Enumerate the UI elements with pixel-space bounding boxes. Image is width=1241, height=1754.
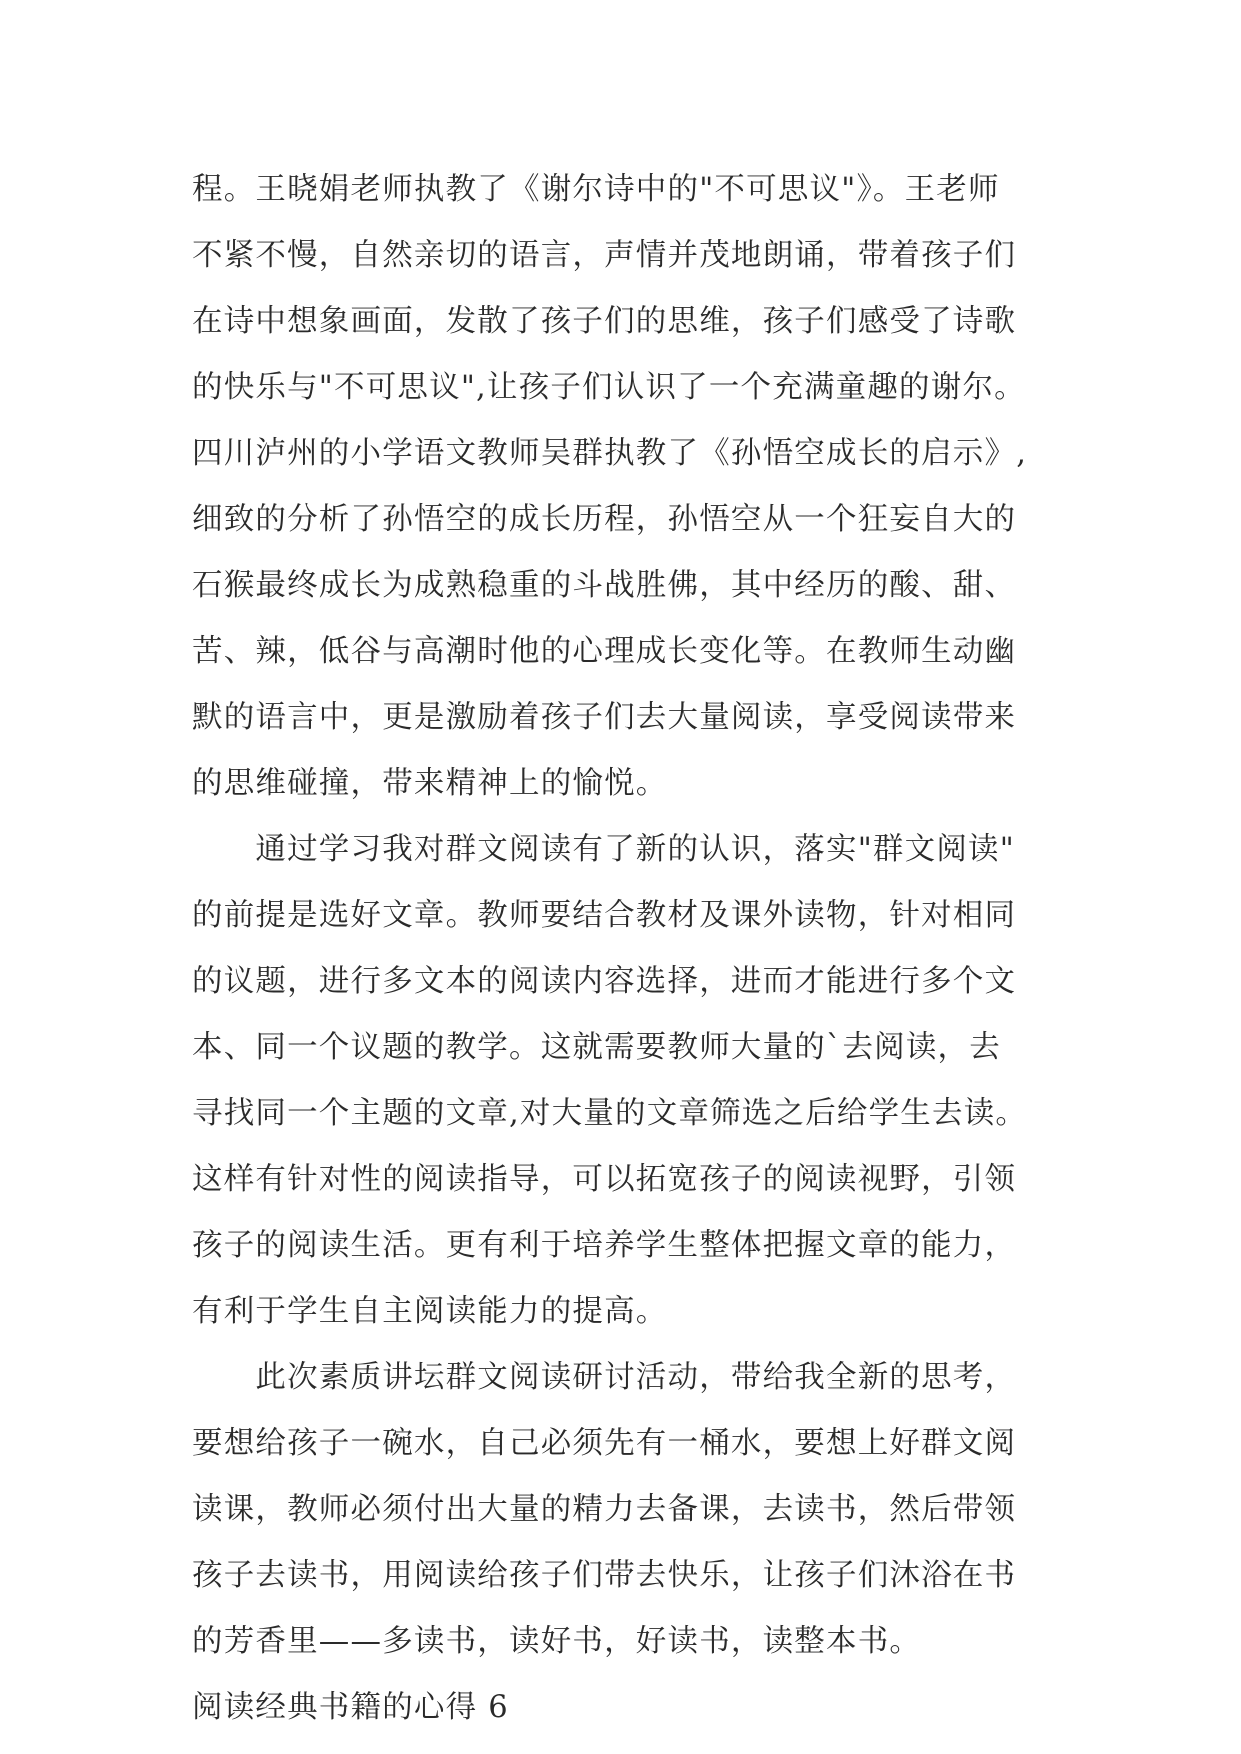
document-body — [192, 157, 1082, 1741]
paragraph-line: 细致的分析了孙悟空的成长历程，孙悟空从一个狂妄自大的 — [192, 502, 1017, 537]
paragraph-line: 寻找同一个主题的文章,对大量的文章筛选之后给学生去读。 — [192, 1096, 1028, 1131]
paragraph-line: 四川泸州的小学语文教师吴群执教了《孙悟空成长的启示》, — [192, 436, 1028, 471]
paragraph-line: 的议题，进行多文本的阅读内容选择，进而才能进行多个文 — [192, 964, 1017, 999]
paragraph-line: 苦、辣，低谷与高潮时他的心理成长变化等。在教师生动幽 — [192, 634, 1017, 669]
paragraph-line: 的前提是选好文章。教师要结合教材及课外读物，针对相同 — [192, 898, 1017, 933]
paragraph-line: 不紧不慢，自然亲切的语言，声情并茂地朗诵，带着孩子们 — [192, 238, 1017, 273]
paragraph-3 — [192, 1345, 1082, 1675]
paragraph-line: 程。王晓娟老师执教了《谢尔诗中的"不可思议"》。王老师 — [192, 172, 1000, 207]
paragraph-2 — [192, 817, 1082, 1345]
paragraph-line: 通过学习我对群文阅读有了新的认识，落实"群文阅读" — [192, 832, 1015, 867]
paragraph-line: 孩子的阅读生活。更有利于培养学生整体把握文章的能力， — [192, 1228, 1017, 1263]
section-heading: 阅读经典书籍的心得 6 — [192, 1690, 509, 1725]
paragraph-line: 的快乐与"不可思议",让孩子们认识了一个充满童趣的谢尔。 — [192, 370, 1026, 405]
paragraph-line: 读课，教师必须付出大量的精力去备课，去读书，然后带领 — [192, 1492, 1017, 1527]
paragraph-line: 有利于学生自主阅读能力的提高。 — [192, 1294, 668, 1329]
paragraph-1 — [192, 157, 1082, 817]
paragraph-line: 石猴最终成长为成熟稳重的斗战胜佛，其中经历的酸、甜、 — [192, 568, 1017, 603]
paragraph-line: 此次素质讲坛群文阅读研讨活动，带给我全新的思考， — [192, 1360, 1017, 1395]
paragraph-line: 这样有针对性的阅读指导，可以拓宽孩子的阅读视野，引领 — [192, 1162, 1017, 1197]
paragraph-line: 孩子去读书，用阅读给孩子们带去快乐，让孩子们沐浴在书 — [192, 1558, 1017, 1593]
paragraph-line: 在诗中想象画面，发散了孩子们的思维，孩子们感受了诗歌 — [192, 304, 1017, 339]
paragraph-line: 要想给孩子一碗水，自己必须先有一桶水，要想上好群文阅 — [192, 1426, 1017, 1461]
paragraph-line: 的思维碰撞，带来精神上的愉悦。 — [192, 766, 668, 801]
paragraph-line: 默的语言中，更是激励着孩子们去大量阅读，享受阅读带来 — [192, 700, 1017, 735]
paragraph-line: 的芳香里——多读书，读好书，好读书，读整本书。 — [192, 1624, 922, 1659]
paragraph-line: 本、同一个议题的教学。这就需要教师大量的`去阅读，去 — [192, 1030, 1001, 1065]
